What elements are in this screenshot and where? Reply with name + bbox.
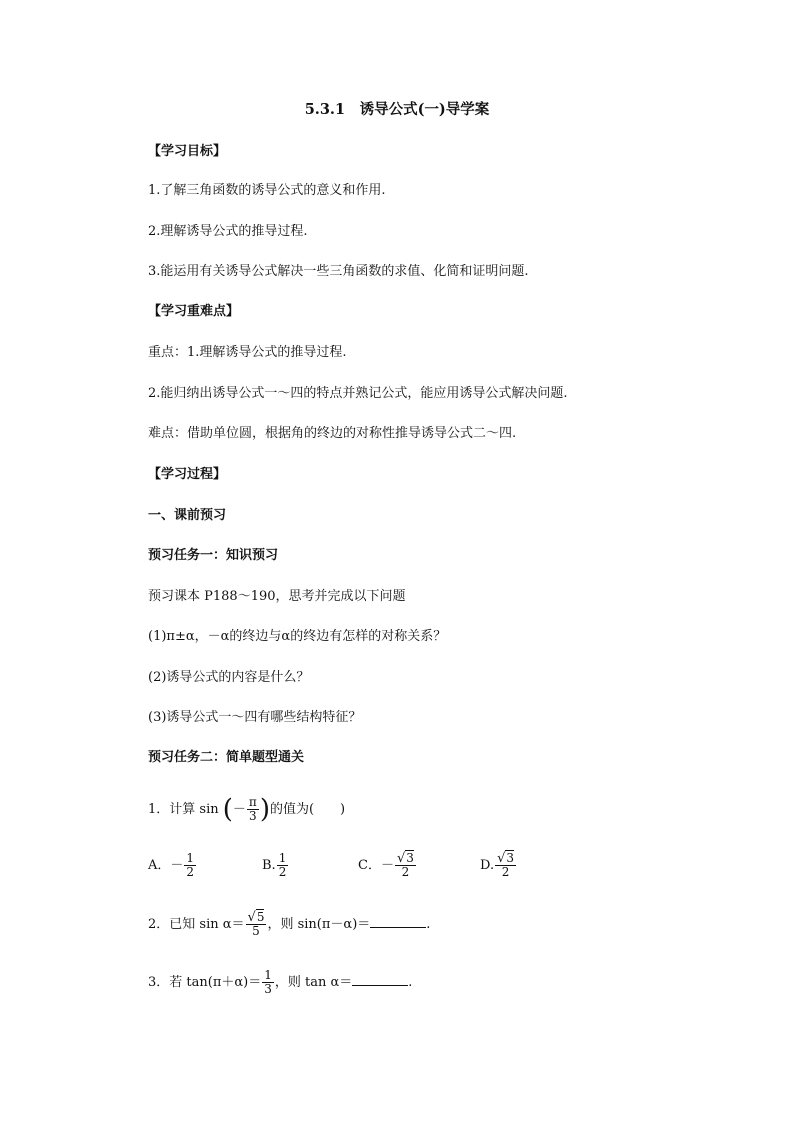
option-b-label: B.	[262, 858, 276, 873]
option-d-label: D.	[480, 858, 495, 873]
option-c-label: C．－	[358, 858, 394, 873]
q3-answer-blank[interactable]	[352, 973, 408, 986]
q1-fraction	[247, 796, 259, 823]
objective-3: 3.能运用有关诱导公式解决一些三角函数的求值、化简和证明问题.	[148, 264, 529, 279]
option-c	[358, 852, 417, 879]
question-1	[148, 795, 345, 825]
option-b-den: 2	[278, 865, 287, 879]
key-heading: 【学习重难点】	[148, 304, 240, 319]
q3-prefix: 3．若 tan(π＋α)＝	[148, 975, 262, 990]
preview-heading: 一、课前预习	[148, 508, 227, 523]
q3-num: 1	[264, 968, 272, 982]
q2-den: 5	[252, 924, 260, 938]
task1-line-1: 预习课本 P188～190，思考并完成以下问题	[148, 589, 406, 604]
key-point-2: 2.能归纳出诱导公式一～四的特点并熟记公式，能应用诱导公式解决问题.	[148, 386, 568, 401]
q2-prefix: 2．已知 sin α＝	[148, 917, 245, 932]
q2-num	[246, 911, 267, 925]
process-heading: 【学习过程】	[148, 467, 227, 482]
option-c-den: 2	[401, 865, 410, 879]
option-a-den: 2	[186, 865, 195, 879]
page-title: 5.3.1 诱导公式(一)导学案	[304, 101, 490, 118]
task2-heading: 预习任务二：简单题型通关	[148, 750, 305, 765]
option-d-radicand: 3	[506, 851, 515, 865]
q1-prefix: 1．计算 sin	[148, 802, 219, 817]
option-d	[480, 852, 517, 879]
q1-suffix: 的值为( )	[269, 802, 346, 817]
option-a-label: A．－	[148, 858, 184, 873]
objectives-heading: 【学习目标】	[148, 144, 227, 159]
right-paren: )	[259, 794, 270, 825]
option-b-num: 1	[278, 851, 287, 865]
option-d-fraction	[495, 852, 516, 879]
option-a	[148, 852, 197, 879]
left-paren: (	[222, 794, 233, 825]
sqrt-sign-icon: √	[247, 910, 256, 925]
q2-fraction	[246, 911, 267, 938]
option-c-radicand: 3	[406, 851, 414, 865]
q3-fraction	[262, 969, 274, 996]
option-a-fraction	[184, 852, 196, 879]
option-d-den: 2	[501, 865, 510, 879]
q3-end: .	[408, 975, 413, 990]
option-c-fraction	[395, 852, 416, 879]
q2-end: .	[426, 917, 431, 932]
difficulty: 难点：借助单位圆，根据角的终边的对称性推导诱导公式二～四.	[148, 426, 517, 441]
question-2	[148, 910, 430, 940]
option-d-num	[495, 852, 516, 866]
objective-1: 1.了解三角函数的诱导公式的意义和作用.	[148, 183, 386, 198]
q3-suffix: ，则 tan α＝	[274, 975, 353, 990]
option-b-fraction	[277, 852, 289, 879]
q1-minus: －	[232, 802, 246, 817]
q2-answer-blank[interactable]	[370, 915, 426, 928]
key-point-1: 重点：1.理解诱导公式的推导过程.	[148, 345, 347, 360]
task1-heading: 预习任务一：知识预习	[148, 548, 279, 563]
q1-frac-num: π	[248, 795, 257, 809]
task1-line-4: (3)诱导公式一～四有哪些结构特征？	[148, 710, 362, 725]
task1-line-3: (2)诱导公式的内容是什么？	[148, 670, 310, 685]
option-a-num: 1	[186, 851, 195, 865]
sqrt-sign-icon: √	[497, 851, 506, 866]
sqrt-sign-icon: √	[396, 851, 406, 866]
objective-2: 2.理解诱导公式的推导过程.	[148, 224, 308, 239]
question-3	[148, 968, 412, 998]
q3-den: 3	[264, 982, 272, 996]
q1-frac-den: 3	[249, 809, 257, 823]
option-b	[262, 852, 289, 879]
option-c-num	[395, 852, 416, 866]
task1-line-2: (1)π±α，－α的终边与α的终边有怎样的对称关系？	[148, 629, 447, 644]
q2-suffix: ，则 sin(π－α)＝	[267, 917, 371, 932]
q2-radicand: 5	[256, 910, 265, 924]
